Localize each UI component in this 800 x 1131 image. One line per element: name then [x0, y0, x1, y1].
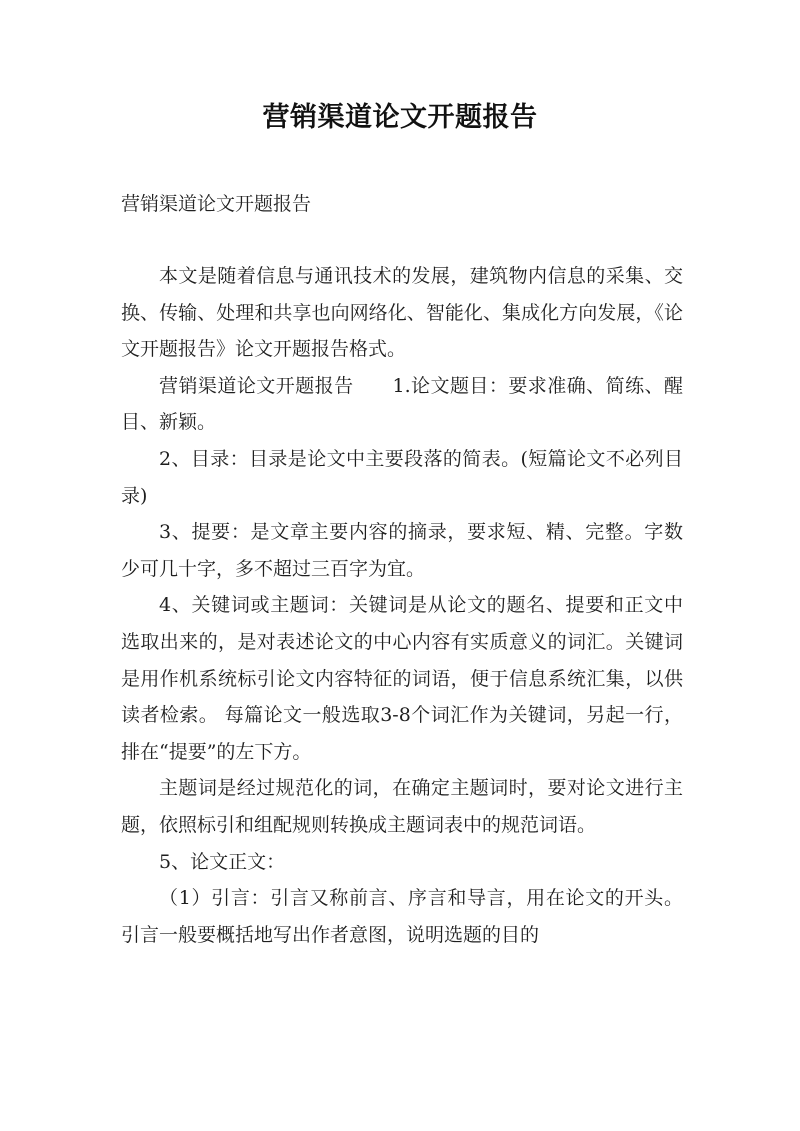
paragraph-introduction: （1）引言：引言又称前言、序言和导言，用在论文的开头。 引言一般要概括地写出作者意图，说明选题的目的: [121, 887, 683, 946]
paragraph-keywords: 4、关键词或主题词：关键词是从论文的题名、提要和正文中选取出来的，是对表述论文的中心内容有实质意义的词汇。关键词是用作机系统标引论文内容特征的词语，便于信息系统汇集，以供读者检索。 每篇论文一般选取3-8个词汇作为关键词，另起一行，排在“提要”的左下方。: [121, 594, 683, 763]
paragraph-contents: 2、目录：目录是论文中主要段落的简表。(短篇论文不必列目录): [121, 447, 683, 507]
document-body: [121, 258, 683, 953]
document-title: 营销渠道论文开题报告: [262, 102, 538, 133]
paragraph-intro: 本文是随着信息与通讯技术的发展，建筑物内信息的采集、交换、传输、处理和共享也向网络化、智能化、集成化方向发展，《论文开题报告》论文开题报告格式。: [121, 265, 683, 361]
document-subtitle: 营销渠道论文开题报告: [121, 193, 312, 215]
paragraph-main-text: 5、论文正文：: [159, 850, 286, 873]
paragraph-subject-terms: 主题词是经过规范化的词，在确定主题词时，要对论文进行主题，依照标引和组配规则转换成主题词表中的规范词语。: [121, 777, 683, 836]
paragraph-abstract: 3、提要：是文章主要内容的摘录，要求短、精、完整。字数少可几十字，多不超过三百字为宜。: [121, 521, 683, 580]
paragraph-topic: 营销渠道论文开题报告 1.论文题目：要求准确、简练、醒目、新颖。: [121, 374, 683, 434]
